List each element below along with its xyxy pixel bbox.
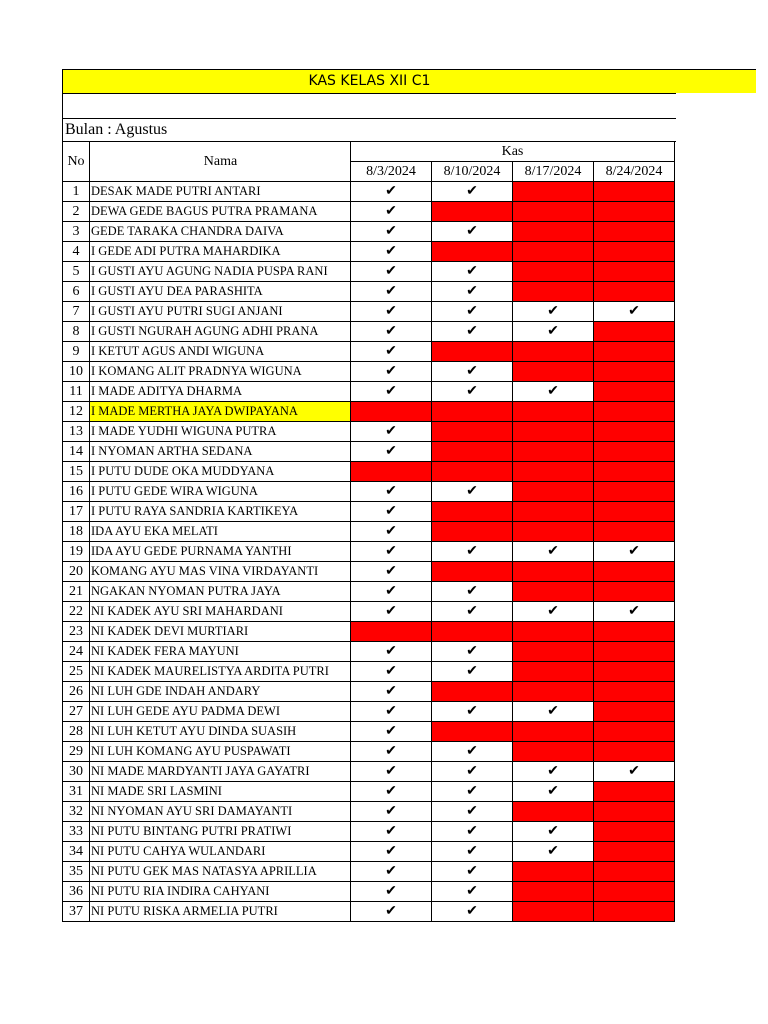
check-icon: ✔ [351,302,432,322]
student-name: I GUSTI NGURAH AGUNG ADHI PRANA [90,322,351,342]
unpaid-cell [432,462,513,482]
row-number: 3 [63,222,90,242]
row-number: 21 [63,582,90,602]
table-row [63,542,675,562]
unpaid-cell [513,402,594,422]
check-icon: ✔ [432,282,513,302]
row-number: 36 [63,882,90,902]
student-name: I PUTU GEDE WIRA WIGUNA [90,482,351,502]
kas-table [62,141,675,922]
row-number: 16 [63,482,90,502]
unpaid-cell [594,822,675,842]
table-row [63,782,675,802]
student-name: NI LUH GEDE AYU PADMA DEWI [90,702,351,722]
unpaid-cell [594,802,675,822]
header-date: 8/3/2024 [351,162,432,182]
unpaid-cell [594,182,675,202]
unpaid-cell [594,522,675,542]
unpaid-cell [432,682,513,702]
table-row [63,402,675,422]
row-number: 1 [63,182,90,202]
table-row [63,442,675,462]
check-icon: ✔ [351,322,432,342]
row-number: 32 [63,802,90,822]
student-name: DEWA GEDE BAGUS PUTRA PRAMANA [90,202,351,222]
student-name: NI PUTU GEK MAS NATASYA APRILLIA [90,862,351,882]
table-row [63,582,675,602]
check-icon: ✔ [432,802,513,822]
check-icon: ✔ [351,502,432,522]
check-icon: ✔ [513,822,594,842]
table-row [63,222,675,242]
student-name: IDA AYU GEDE PURNAMA YANTHI [90,542,351,562]
student-name: I KOMANG ALIT PRADNYA WIGUNA [90,362,351,382]
check-icon: ✔ [351,762,432,782]
unpaid-cell [594,382,675,402]
unpaid-cell [513,262,594,282]
table-row [63,282,675,302]
unpaid-cell [594,342,675,362]
unpaid-cell [513,422,594,442]
check-icon: ✔ [351,242,432,262]
row-number: 13 [63,422,90,442]
unpaid-cell [594,222,675,242]
check-icon: ✔ [432,902,513,922]
table-row [63,822,675,842]
table-row [63,702,675,722]
unpaid-cell [594,882,675,902]
check-icon: ✔ [351,802,432,822]
check-icon: ✔ [432,762,513,782]
table-row [63,902,675,922]
unpaid-cell [594,622,675,642]
row-number: 6 [63,282,90,302]
check-icon: ✔ [432,662,513,682]
row-number: 31 [63,782,90,802]
check-icon: ✔ [513,782,594,802]
student-name: NGAKAN NYOMAN PUTRA JAYA [90,582,351,602]
month-label: Bulan : Agustus [62,119,676,142]
unpaid-cell [594,562,675,582]
unpaid-cell [513,342,594,362]
check-icon: ✔ [351,382,432,402]
row-number: 26 [63,682,90,702]
unpaid-cell [432,502,513,522]
student-name: NI PUTU BINTANG PUTRI PRATIWI [90,822,351,842]
unpaid-cell [432,622,513,642]
header-date: 8/24/2024 [594,162,675,182]
unpaid-cell [513,482,594,502]
student-name: I MADE MERTHA JAYA DWIPAYANA [90,402,351,422]
unpaid-cell [432,442,513,462]
blank-row [62,93,676,119]
unpaid-cell [594,422,675,442]
table-row [63,382,675,402]
student-name: I PUTU RAYA SANDRIA KARTIKEYA [90,502,351,522]
check-icon: ✔ [432,362,513,382]
check-icon: ✔ [351,682,432,702]
header-date: 8/10/2024 [432,162,513,182]
table-row [63,682,675,702]
check-icon: ✔ [513,602,594,622]
table-row [63,662,675,682]
unpaid-cell [513,562,594,582]
unpaid-cell [432,562,513,582]
unpaid-cell [594,482,675,502]
student-name: I MADE YUDHI WIGUNA PUTRA [90,422,351,442]
unpaid-cell [513,182,594,202]
student-name: I MADE ADITYA DHARMA [90,382,351,402]
row-number: 23 [63,622,90,642]
unpaid-cell [513,682,594,702]
unpaid-cell [432,422,513,442]
student-name: NI NYOMAN AYU SRI DAMAYANTI [90,802,351,822]
table-row [63,802,675,822]
check-icon: ✔ [432,642,513,662]
unpaid-cell [513,802,594,822]
unpaid-cell [513,642,594,662]
table-row [63,562,675,582]
unpaid-cell [594,662,675,682]
student-name: NI LUH KETUT AYU DINDA SUASIH [90,722,351,742]
row-number: 12 [63,402,90,422]
student-name: NI KADEK FERA MAYUNI [90,642,351,662]
row-number: 17 [63,502,90,522]
check-icon: ✔ [351,202,432,222]
unpaid-cell [432,202,513,222]
unpaid-cell [513,622,594,642]
unpaid-cell [594,242,675,262]
table-row [63,882,675,902]
row-number: 34 [63,842,90,862]
unpaid-cell [513,742,594,762]
check-icon: ✔ [351,482,432,502]
check-icon: ✔ [432,482,513,502]
check-icon: ✔ [432,842,513,862]
check-icon: ✔ [351,662,432,682]
row-number: 25 [63,662,90,682]
student-name: NI KADEK AYU SRI MAHARDANI [90,602,351,622]
student-name: NI PUTU RISKA ARMELIA PUTRI [90,902,351,922]
unpaid-cell [594,442,675,462]
check-icon: ✔ [351,902,432,922]
student-name: I GUSTI AYU PUTRI SUGI ANJANI [90,302,351,322]
check-icon: ✔ [351,362,432,382]
check-icon: ✔ [351,182,432,202]
check-icon: ✔ [594,762,675,782]
table-row [63,342,675,362]
unpaid-cell [594,322,675,342]
student-name: I GUSTI AYU AGUNG NADIA PUSPA RANI [90,262,351,282]
row-number: 28 [63,722,90,742]
table-row [63,722,675,742]
table-row [63,302,675,322]
unpaid-cell [594,582,675,602]
row-number: 29 [63,742,90,762]
unpaid-cell [594,682,675,702]
unpaid-cell [594,502,675,522]
check-icon: ✔ [351,282,432,302]
unpaid-cell [594,642,675,662]
table-row [63,242,675,262]
row-number: 10 [63,362,90,382]
table-row [63,482,675,502]
student-name: NI PUTU CAHYA WULANDARI [90,842,351,862]
unpaid-cell [513,722,594,742]
row-number: 24 [63,642,90,662]
student-name: NI KADEK MAURELISTYA ARDITA PUTRI [90,662,351,682]
unpaid-cell [594,462,675,482]
unpaid-cell [594,262,675,282]
row-number: 15 [63,462,90,482]
check-icon: ✔ [351,642,432,662]
unpaid-cell [594,202,675,222]
unpaid-cell [432,722,513,742]
row-number: 22 [63,602,90,622]
table-row [63,602,675,622]
table-row [63,322,675,342]
unpaid-cell [513,862,594,882]
check-icon: ✔ [432,582,513,602]
check-icon: ✔ [594,542,675,562]
unpaid-cell [513,462,594,482]
unpaid-cell [513,902,594,922]
unpaid-cell [513,362,594,382]
check-icon: ✔ [513,702,594,722]
check-icon: ✔ [432,302,513,322]
table-row [63,522,675,542]
row-number: 27 [63,702,90,722]
row-number: 35 [63,862,90,882]
header-kas: Kas [351,142,675,162]
row-number: 2 [63,202,90,222]
check-icon: ✔ [432,882,513,902]
unpaid-cell [594,722,675,742]
check-icon: ✔ [513,842,594,862]
table-row [63,202,675,222]
check-icon: ✔ [351,442,432,462]
check-icon: ✔ [351,742,432,762]
student-name: NI MADE MARDYANTI JAYA GAYATRI [90,762,351,782]
check-icon: ✔ [432,602,513,622]
row-number: 8 [63,322,90,342]
check-icon: ✔ [513,762,594,782]
check-icon: ✔ [513,542,594,562]
row-number: 20 [63,562,90,582]
check-icon: ✔ [432,542,513,562]
check-icon: ✔ [432,322,513,342]
unpaid-cell [513,282,594,302]
unpaid-cell [351,622,432,642]
table-row [63,642,675,662]
check-icon: ✔ [351,702,432,722]
row-number: 19 [63,542,90,562]
unpaid-cell [513,582,594,602]
unpaid-cell [594,782,675,802]
check-icon: ✔ [351,542,432,562]
table-row [63,362,675,382]
row-number: 5 [63,262,90,282]
unpaid-cell [513,442,594,462]
student-name: NI PUTU RIA INDIRA CAHYANI [90,882,351,902]
check-icon: ✔ [351,842,432,862]
student-name: GEDE TARAKA CHANDRA DAIVA [90,222,351,242]
table-row [63,742,675,762]
check-icon: ✔ [513,322,594,342]
check-icon: ✔ [432,382,513,402]
row-number: 14 [63,442,90,462]
table-row [63,842,675,862]
check-icon: ✔ [351,602,432,622]
check-icon: ✔ [432,862,513,882]
unpaid-cell [513,242,594,262]
check-icon: ✔ [351,522,432,542]
row-number: 7 [63,302,90,322]
unpaid-cell [513,202,594,222]
student-name: DESAK MADE PUTRI ANTARI [90,182,351,202]
header-date: 8/17/2024 [513,162,594,182]
unpaid-cell [432,342,513,362]
header-no: No [63,142,90,182]
row-number: 30 [63,762,90,782]
unpaid-cell [594,742,675,762]
table-row [63,622,675,642]
sheet-title: KAS KELAS XII C1 [62,70,676,93]
unpaid-cell [513,522,594,542]
check-icon: ✔ [351,262,432,282]
check-icon: ✔ [432,222,513,242]
student-name: IDA AYU EKA MELATI [90,522,351,542]
unpaid-cell [351,402,432,422]
table-row [63,422,675,442]
check-icon: ✔ [351,342,432,362]
check-icon: ✔ [432,782,513,802]
check-icon: ✔ [432,742,513,762]
unpaid-cell [432,242,513,262]
student-name: I GEDE ADI PUTRA MAHARDIKA [90,242,351,262]
student-name: I GUSTI AYU DEA PARASHITA [90,282,351,302]
check-icon: ✔ [351,562,432,582]
unpaid-cell [594,842,675,862]
row-number: 18 [63,522,90,542]
unpaid-cell [513,882,594,902]
unpaid-cell [432,522,513,542]
student-name: NI LUH KOMANG AYU PUSPAWATI [90,742,351,762]
table-row [63,262,675,282]
student-name: I NYOMAN ARTHA SEDANA [90,442,351,462]
check-icon: ✔ [594,602,675,622]
unpaid-cell [432,402,513,422]
student-name: I PUTU DUDE OKA MUDDYANA [90,462,351,482]
unpaid-cell [594,402,675,422]
check-icon: ✔ [351,882,432,902]
row-number: 37 [63,902,90,922]
unpaid-cell [351,462,432,482]
check-icon: ✔ [351,822,432,842]
unpaid-cell [594,362,675,382]
unpaid-cell [594,902,675,922]
table-row [63,182,675,202]
check-icon: ✔ [432,262,513,282]
check-icon: ✔ [351,722,432,742]
unpaid-cell [594,282,675,302]
row-number: 11 [63,382,90,402]
table-row [63,502,675,522]
unpaid-cell [513,662,594,682]
check-icon: ✔ [432,182,513,202]
header-nama: Nama [90,142,351,182]
check-icon: ✔ [594,302,675,322]
check-icon: ✔ [432,822,513,842]
student-name: NI LUH GDE INDAH ANDARY [90,682,351,702]
check-icon: ✔ [351,862,432,882]
student-name: NI MADE SRI LASMINI [90,782,351,802]
unpaid-cell [594,702,675,722]
check-icon: ✔ [351,422,432,442]
unpaid-cell [513,502,594,522]
check-icon: ✔ [351,582,432,602]
row-number: 9 [63,342,90,362]
student-name: I KETUT AGUS ANDI WIGUNA [90,342,351,362]
check-icon: ✔ [351,222,432,242]
table-row [63,862,675,882]
table-row [63,462,675,482]
student-name: NI KADEK DEVI MURTIARI [90,622,351,642]
unpaid-cell [594,862,675,882]
check-icon: ✔ [513,302,594,322]
unpaid-cell [513,222,594,242]
row-number: 4 [63,242,90,262]
table-row [63,762,675,782]
check-icon: ✔ [513,382,594,402]
row-number: 33 [63,822,90,842]
student-name: KOMANG AYU MAS VINA VIRDAYANTI [90,562,351,582]
check-icon: ✔ [432,702,513,722]
check-icon: ✔ [351,782,432,802]
